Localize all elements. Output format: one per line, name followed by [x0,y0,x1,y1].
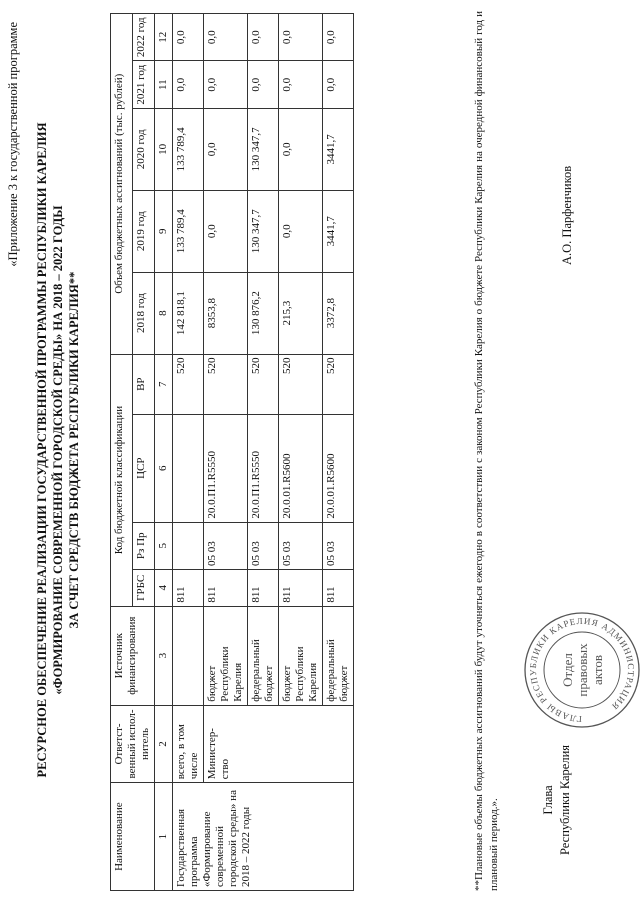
value-2022: 0,0 [323,14,354,62]
value-2021: 0,0 [173,61,204,108]
title-line-1: РЕСУРСНОЕ ОБЕСПЕЧЕНИЕ РЕАЛИЗАЦИИ ГОСУДАРСТВЕННОЙ ПРОГРАММЫ РЕСПУБЛИКИ КАРЕЛИЯ [35,122,49,778]
value-2019: 0,0 [204,190,248,272]
stamp-line-3: актов [590,654,605,686]
position-line-1: Глава [541,785,555,815]
value-2019: 133 789,4 [173,190,204,272]
value-2021: 0,0 [204,61,248,108]
column-number-row [155,14,173,891]
header-volume-group: Объем бюджетных ассигнований (тыс. рублей) [111,14,133,355]
header-2022: 2022 год [133,14,155,62]
header-code-group: Код бюджетной классификации [111,354,133,606]
col-number: 3 [155,606,173,705]
value-2019: 130 347,7 [248,190,279,272]
value-2020: 133 789,4 [173,108,204,190]
value-2022: 0,0 [173,14,204,62]
header-source: Источник финансирования [111,606,155,705]
col-number: 11 [155,61,173,108]
vr-cell: 520 [173,354,204,414]
rzpr-cell: 05 03 [279,522,323,569]
value-2020: 3441,7 [323,108,354,190]
col-number: 1 [155,783,173,891]
appendix-note: «Приложение 3 к государственной программе [6,22,20,267]
value-2020: 0,0 [204,108,248,190]
signatory-name: А.О. Парфенчиков [560,165,574,265]
value-2022: 0,0 [204,14,248,62]
source-cell: федеральный бюджет [323,606,354,705]
stamp-line-2: правовых [575,643,590,697]
resource-table [110,13,354,891]
source-cell [173,606,204,705]
rzpr-cell: 05 03 [204,522,248,569]
col-number: 8 [155,272,173,354]
source-cell: бюджет Республики Карелия [279,606,323,705]
source-cell: бюджет Республики Карелия [204,606,248,705]
value-2019: 0,0 [279,190,323,272]
title-line-2: «ФОРМИРОВАНИЕ СОВРЕМЕННОЙ ГОРОДСКОЙ СРЕДЫ» НА 2018 – 2022 ГОДЫ [51,205,65,695]
executor-cell: Министер-ство [204,705,354,783]
header-name: Наименование [111,783,155,891]
stamp-ring-text: ГЛАВЫ РЕСПУБЛИКИ КАРЕЛИЯ АДМИНИСТРАЦИЯ [527,615,637,725]
csr-cell: 20.0.П1.R5550 [248,414,279,522]
col-number: 6 [155,414,173,522]
value-2018: 142 818,1 [173,272,204,354]
csr-cell [173,414,204,522]
official-stamp [522,610,640,730]
header-executor: Ответст-венный испол-нитель [111,705,155,783]
grbs-cell: 811 [173,569,204,606]
header-vr: ВР [133,354,155,414]
document-title [34,15,82,885]
vr-cell: 520 [248,354,279,414]
col-number: 4 [155,569,173,606]
value-2021: 0,0 [248,61,279,108]
title-line-3: ЗА СЧЕТ СРЕДСТВ БЮДЖЕТА РЕСПУБЛИКИ КАРЕЛИЯ** [67,271,81,629]
executor-cell: всего, в том числе [173,705,204,783]
col-number: 2 [155,705,173,783]
header-2018: 2018 год [133,272,155,354]
col-number: 9 [155,190,173,272]
value-2021: 0,0 [323,61,354,108]
table-row [173,14,204,891]
csr-cell: 20.0.01.R5600 [279,414,323,522]
col-number: 5 [155,522,173,569]
csr-cell: 20.0.П1.R5550 [204,414,248,522]
grbs-cell: 811 [279,569,323,606]
signature-position [540,745,574,855]
value-2018: 215,3 [279,272,323,354]
footnote: **Плановые объемы бюджетных ассигнований будут уточняться ежегодно в соответствии с законом Республики Карелия о бюджете Республики Карелия на очередной финансовый год и плановый период.». [473,11,500,891]
value-2022: 0,0 [248,14,279,62]
rzpr-cell: 05 03 [323,522,354,569]
value-2020: 0,0 [279,108,323,190]
header-grbs: ГРБС [133,569,155,606]
header-rzpr: Рз Пр [133,522,155,569]
position-line-2: Республики Карелия [558,744,572,855]
value-2019: 3441,7 [323,190,354,272]
program-name: Государственная программа «Формирование современной городской среды» на 2018 – 2022 годы [173,783,354,891]
grbs-cell: 811 [323,569,354,606]
grbs-cell: 811 [248,569,279,606]
col-number: 7 [155,354,173,414]
col-number: 10 [155,108,173,190]
value-2021: 0,0 [279,61,323,108]
value-2020: 130 347,7 [248,108,279,190]
grbs-cell: 811 [204,569,248,606]
header-2020: 2020 год [133,108,155,190]
header-csr: ЦСР [133,414,155,522]
value-2022: 0,0 [279,14,323,62]
value-2018: 130 876,2 [248,272,279,354]
csr-cell: 20.0.01.R5600 [323,414,354,522]
vr-cell: 520 [204,354,248,414]
vr-cell: 520 [323,354,354,414]
rzpr-cell [173,522,204,569]
rzpr-cell: 05 03 [248,522,279,569]
source-cell: федеральный бюджет [248,606,279,705]
table-row [204,14,248,891]
header-2021: 2021 год [133,61,155,108]
vr-cell: 520 [279,354,323,414]
value-2018: 8353,8 [204,272,248,354]
stamp-line-1: Отдел [560,653,575,687]
col-number: 12 [155,14,173,62]
value-2018: 3372,8 [323,272,354,354]
header-2019: 2019 год [133,190,155,272]
